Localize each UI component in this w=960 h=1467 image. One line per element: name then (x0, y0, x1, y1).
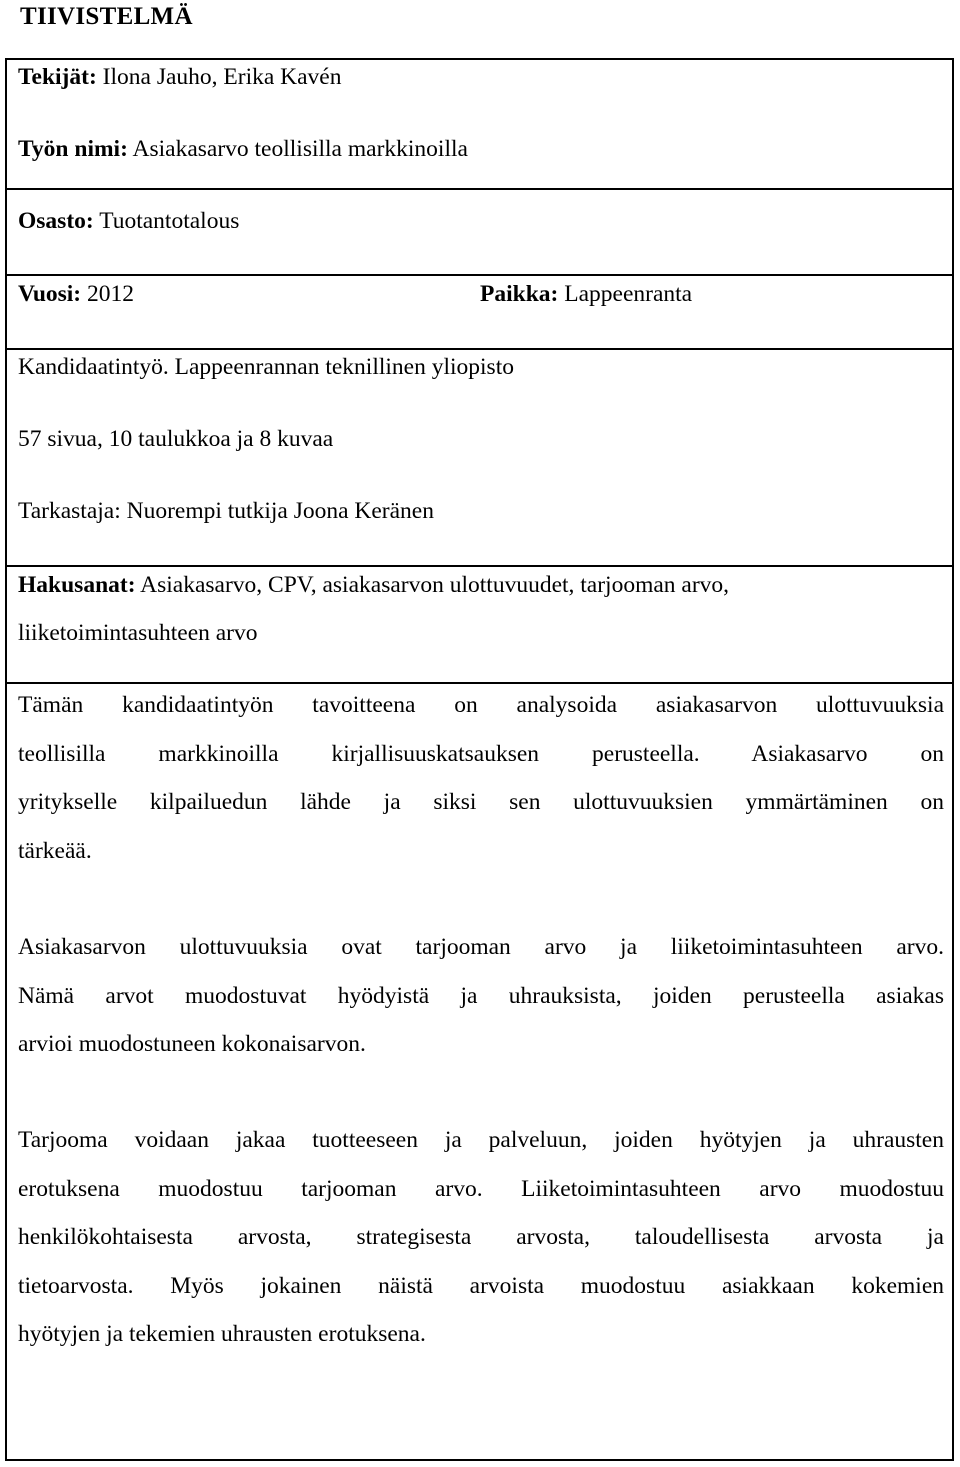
paragraph-line: henkilökohtaisesta arvosta, strategisesta arvosta, taloudellisesta arvosta ja (18, 1224, 944, 1250)
paragraph-line: yritykselle kilpailuedun lähde ja siksi sen ulottuvuuksien ymmärtäminen on (18, 789, 944, 815)
title-value: Asiakasarvo teollisilla markkinoilla (132, 136, 468, 162)
keywords-line (18, 568, 729, 602)
paragraph-line: arvioi muodostuneen kokonaisarvon. (18, 1031, 366, 1057)
pages-info: 57 sivua, 10 taulukkoa ja 8 kuvaa (18, 426, 334, 452)
year-value: 2012 (87, 281, 135, 307)
paragraph-line: Nämä arvot muodostuvat hyödyistä ja uhrauksista, joiden perusteella asiakas (18, 982, 944, 1009)
abstract-paragraph-2 (18, 923, 944, 1069)
thesis-info: Kandidaatintyö. Lappeenrannan teknillinen yliopisto (18, 354, 514, 380)
paragraph-line: teollisilla markkinoilla kirjallisuuskatsauksen perusteella. Asiakasarvo on (18, 740, 944, 767)
year-line (18, 277, 134, 311)
abstract-paragraph-1 (18, 681, 944, 875)
place-line (480, 277, 692, 311)
paragraph-line: hyötyjen ja tekemien uhrausten erotuksena. (18, 1321, 426, 1347)
keywords-line-2: liiketoimintasuhteen arvo (18, 620, 258, 646)
paragraph-line: Tarjooma voidaan jakaa tuotteeseen ja palveluun, joiden hyötyjen ja uhrausten (18, 1127, 944, 1153)
year-label: Vuosi: (18, 281, 82, 307)
abstract-paragraph-3 (18, 1116, 944, 1359)
paragraph-line: Tämän kandidaatintyön tavoitteena on analysoida asiakasarvon ulottuvuuksia (18, 692, 944, 718)
paragraph-line: Asiakasarvon ulottuvuuksia ovat tarjooman arvo ja liiketoimintasuhteen arvo. (18, 934, 944, 960)
department-label: Osasto: (18, 208, 94, 234)
department-value: Tuotantotalous (99, 208, 240, 234)
examiner-info: Tarkastaja: Nuorempi tutkija Joona Keränen (18, 498, 434, 524)
paragraph-line: tärkeää. (18, 837, 92, 864)
paragraph-line: tietoarvosta. Myös jokainen näistä arvoista muodostuu asiakkaan kokemien (18, 1272, 944, 1299)
place-label: Paikka: (480, 281, 559, 307)
department-line (18, 204, 239, 238)
authors-label: Tekijät: (18, 64, 97, 90)
keywords-label: Hakusanat: (18, 572, 136, 598)
place-value: Lappeenranta (564, 281, 693, 307)
paragraph-line: erotuksena muodostuu tarjooman arvo. Liiketoimintasuhteen arvo muodostuu (18, 1175, 944, 1202)
title-line (18, 132, 468, 166)
authors-line (18, 60, 342, 94)
page-heading: TIIVISTELMÄ (20, 3, 193, 30)
authors-value: Ilona Jauho, Erika Kavén (102, 64, 342, 90)
title-label: Työn nimi: (18, 136, 128, 162)
keywords-text: Asiakasarvo, CPV, asiakasarvon ulottuvuudet, tarjooman arvo, (140, 572, 730, 598)
